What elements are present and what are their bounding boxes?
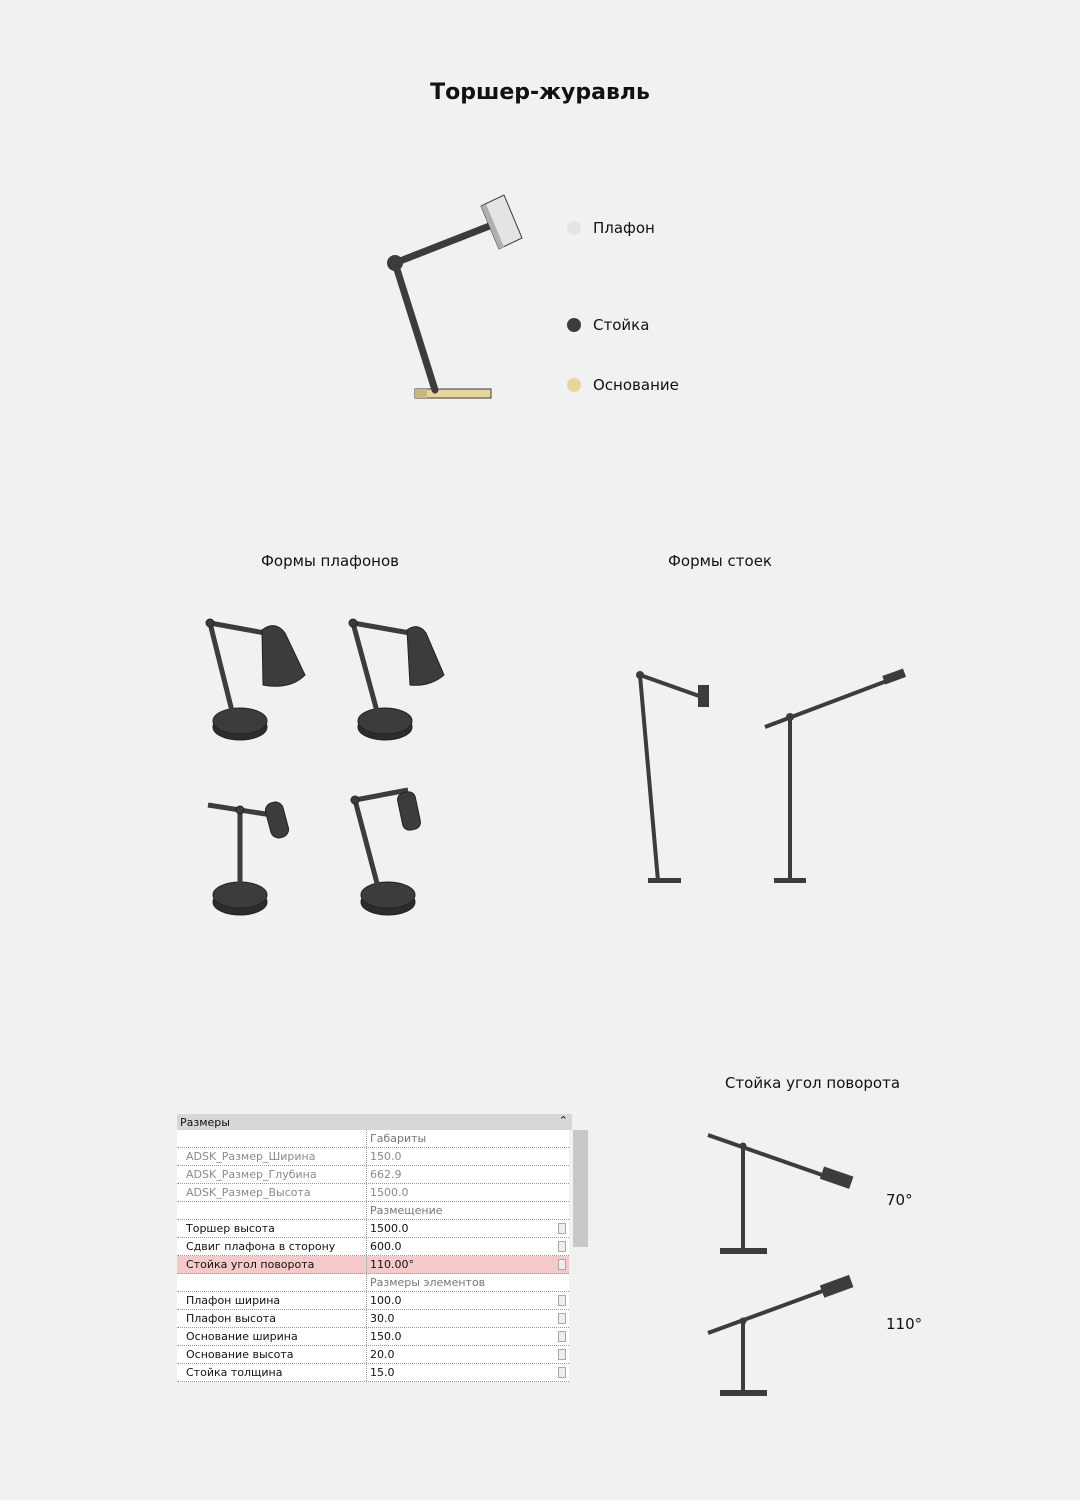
property-group-label (367, 1130, 569, 1147)
scrollbar[interactable] (573, 1130, 588, 1247)
properties-row[interactable] (177, 1328, 569, 1346)
property-value-text: 1500.0 (370, 1222, 409, 1235)
properties-row[interactable] (177, 1220, 569, 1238)
angle-label-70: 70° (886, 1191, 913, 1209)
stand-form-angled (636, 671, 709, 883)
property-value-text: 15.0 (370, 1366, 395, 1379)
section-title-stand-forms: Формы стоек (668, 552, 772, 570)
property-value (367, 1148, 569, 1165)
property-value-text: 110.00° (370, 1258, 414, 1271)
property-name: ADSK_Размер_Ширина (177, 1148, 367, 1165)
property-value-text: 1500.0 (370, 1186, 409, 1199)
property-value[interactable] (367, 1328, 569, 1345)
rotation-example-110 (708, 1275, 853, 1396)
property-value-text: 20.0 (370, 1348, 395, 1361)
properties-row[interactable] (177, 1256, 569, 1274)
property-value[interactable] (367, 1292, 569, 1309)
properties-body (177, 1130, 569, 1382)
properties-row[interactable] (177, 1292, 569, 1310)
associate-parameter-button[interactable] (558, 1349, 566, 1360)
property-name (177, 1130, 367, 1147)
shade-form-cone-small (349, 619, 444, 740)
associate-parameter-button[interactable] (558, 1367, 566, 1378)
property-name: Основание ширина (177, 1328, 367, 1345)
property-name: ADSK_Размер_Высота (177, 1184, 367, 1201)
properties-header[interactable] (177, 1114, 572, 1130)
property-value-text: 150.0 (370, 1330, 402, 1343)
property-value[interactable] (367, 1346, 569, 1363)
angle-label-110: 110° (886, 1315, 923, 1333)
associate-parameter-button[interactable] (558, 1313, 566, 1324)
legend-item-shade (567, 219, 655, 237)
property-value[interactable] (367, 1238, 569, 1255)
stand-forms-diagram (620, 665, 920, 895)
lamp-stand-upper (395, 225, 492, 263)
lamp-stand-lower (395, 263, 435, 390)
shade-form-cylinder-straight (208, 800, 290, 915)
property-name: Плафон высота (177, 1310, 367, 1327)
shade-forms-diagram (190, 605, 470, 925)
page-title: Торшер-журавль (430, 80, 650, 105)
property-value[interactable] (367, 1256, 569, 1273)
properties-panel[interactable] (177, 1114, 588, 1382)
property-name: Стойка угол поворота (177, 1256, 367, 1273)
property-group-label (367, 1202, 569, 1219)
shade-form-cone-large (206, 619, 305, 740)
property-value[interactable] (367, 1310, 569, 1327)
property-value[interactable] (367, 1364, 569, 1381)
property-name (177, 1274, 367, 1291)
properties-header-label: Размеры (180, 1115, 230, 1129)
legend-dot-base (567, 378, 581, 392)
associate-parameter-button[interactable] (558, 1223, 566, 1234)
property-value-text: 30.0 (370, 1312, 395, 1325)
property-name: Стойка толщина (177, 1364, 367, 1381)
property-value (367, 1166, 569, 1183)
properties-row[interactable] (177, 1148, 569, 1166)
property-value-text: 150.0 (370, 1150, 402, 1163)
associate-parameter-button[interactable] (558, 1295, 566, 1306)
associate-parameter-button[interactable] (558, 1241, 566, 1252)
property-value-text: Габариты (370, 1132, 427, 1145)
legend-item-stand (567, 316, 649, 334)
property-name: Основание высота (177, 1346, 367, 1363)
property-value (367, 1184, 569, 1201)
property-value-text: Размещение (370, 1204, 443, 1217)
properties-row[interactable] (177, 1310, 569, 1328)
property-value-text: 662.9 (370, 1168, 402, 1181)
legend-label: Плафон (593, 219, 655, 237)
section-title-shade-forms: Формы плафонов (261, 552, 399, 570)
rotation-diagram (700, 1125, 870, 1405)
properties-group-row (177, 1130, 569, 1148)
properties-row[interactable] (177, 1184, 569, 1202)
property-value-text: 100.0 (370, 1294, 402, 1307)
lamp-joint (387, 255, 403, 271)
shade-form-cylinder-angled (351, 790, 422, 915)
legend-item-base (567, 376, 679, 394)
stand-form-straight (765, 668, 906, 883)
associate-parameter-button[interactable] (558, 1259, 566, 1270)
double-chevron-up-icon[interactable]: ⌃ (558, 1114, 568, 1127)
properties-row[interactable] (177, 1346, 569, 1364)
legend-dot-shade (567, 221, 581, 235)
properties-group-row (177, 1202, 569, 1220)
main-lamp-diagram (380, 185, 540, 405)
property-name: ADSK_Размер_Глубина (177, 1166, 367, 1183)
property-name: Торшер высота (177, 1220, 367, 1237)
properties-row[interactable] (177, 1166, 569, 1184)
properties-row[interactable] (177, 1364, 569, 1382)
property-name: Плафон ширина (177, 1292, 367, 1309)
property-value-text: Размеры элементов (370, 1276, 486, 1289)
property-group-label (367, 1274, 569, 1291)
property-value-text: 600.0 (370, 1240, 402, 1253)
lamp-shade (481, 195, 522, 249)
rotation-example-70 (708, 1135, 853, 1254)
legend-dot-stand (567, 318, 581, 332)
properties-row[interactable] (177, 1238, 569, 1256)
property-value[interactable] (367, 1220, 569, 1237)
associate-parameter-button[interactable] (558, 1331, 566, 1342)
section-title-rotation: Стойка угол поворота (724, 1074, 901, 1092)
properties-group-row (177, 1274, 569, 1292)
legend-label: Стойка (593, 316, 650, 334)
property-name (177, 1202, 367, 1219)
property-name: Сдвиг плафона в сторону (177, 1238, 367, 1255)
legend-label: Основание (593, 376, 679, 394)
